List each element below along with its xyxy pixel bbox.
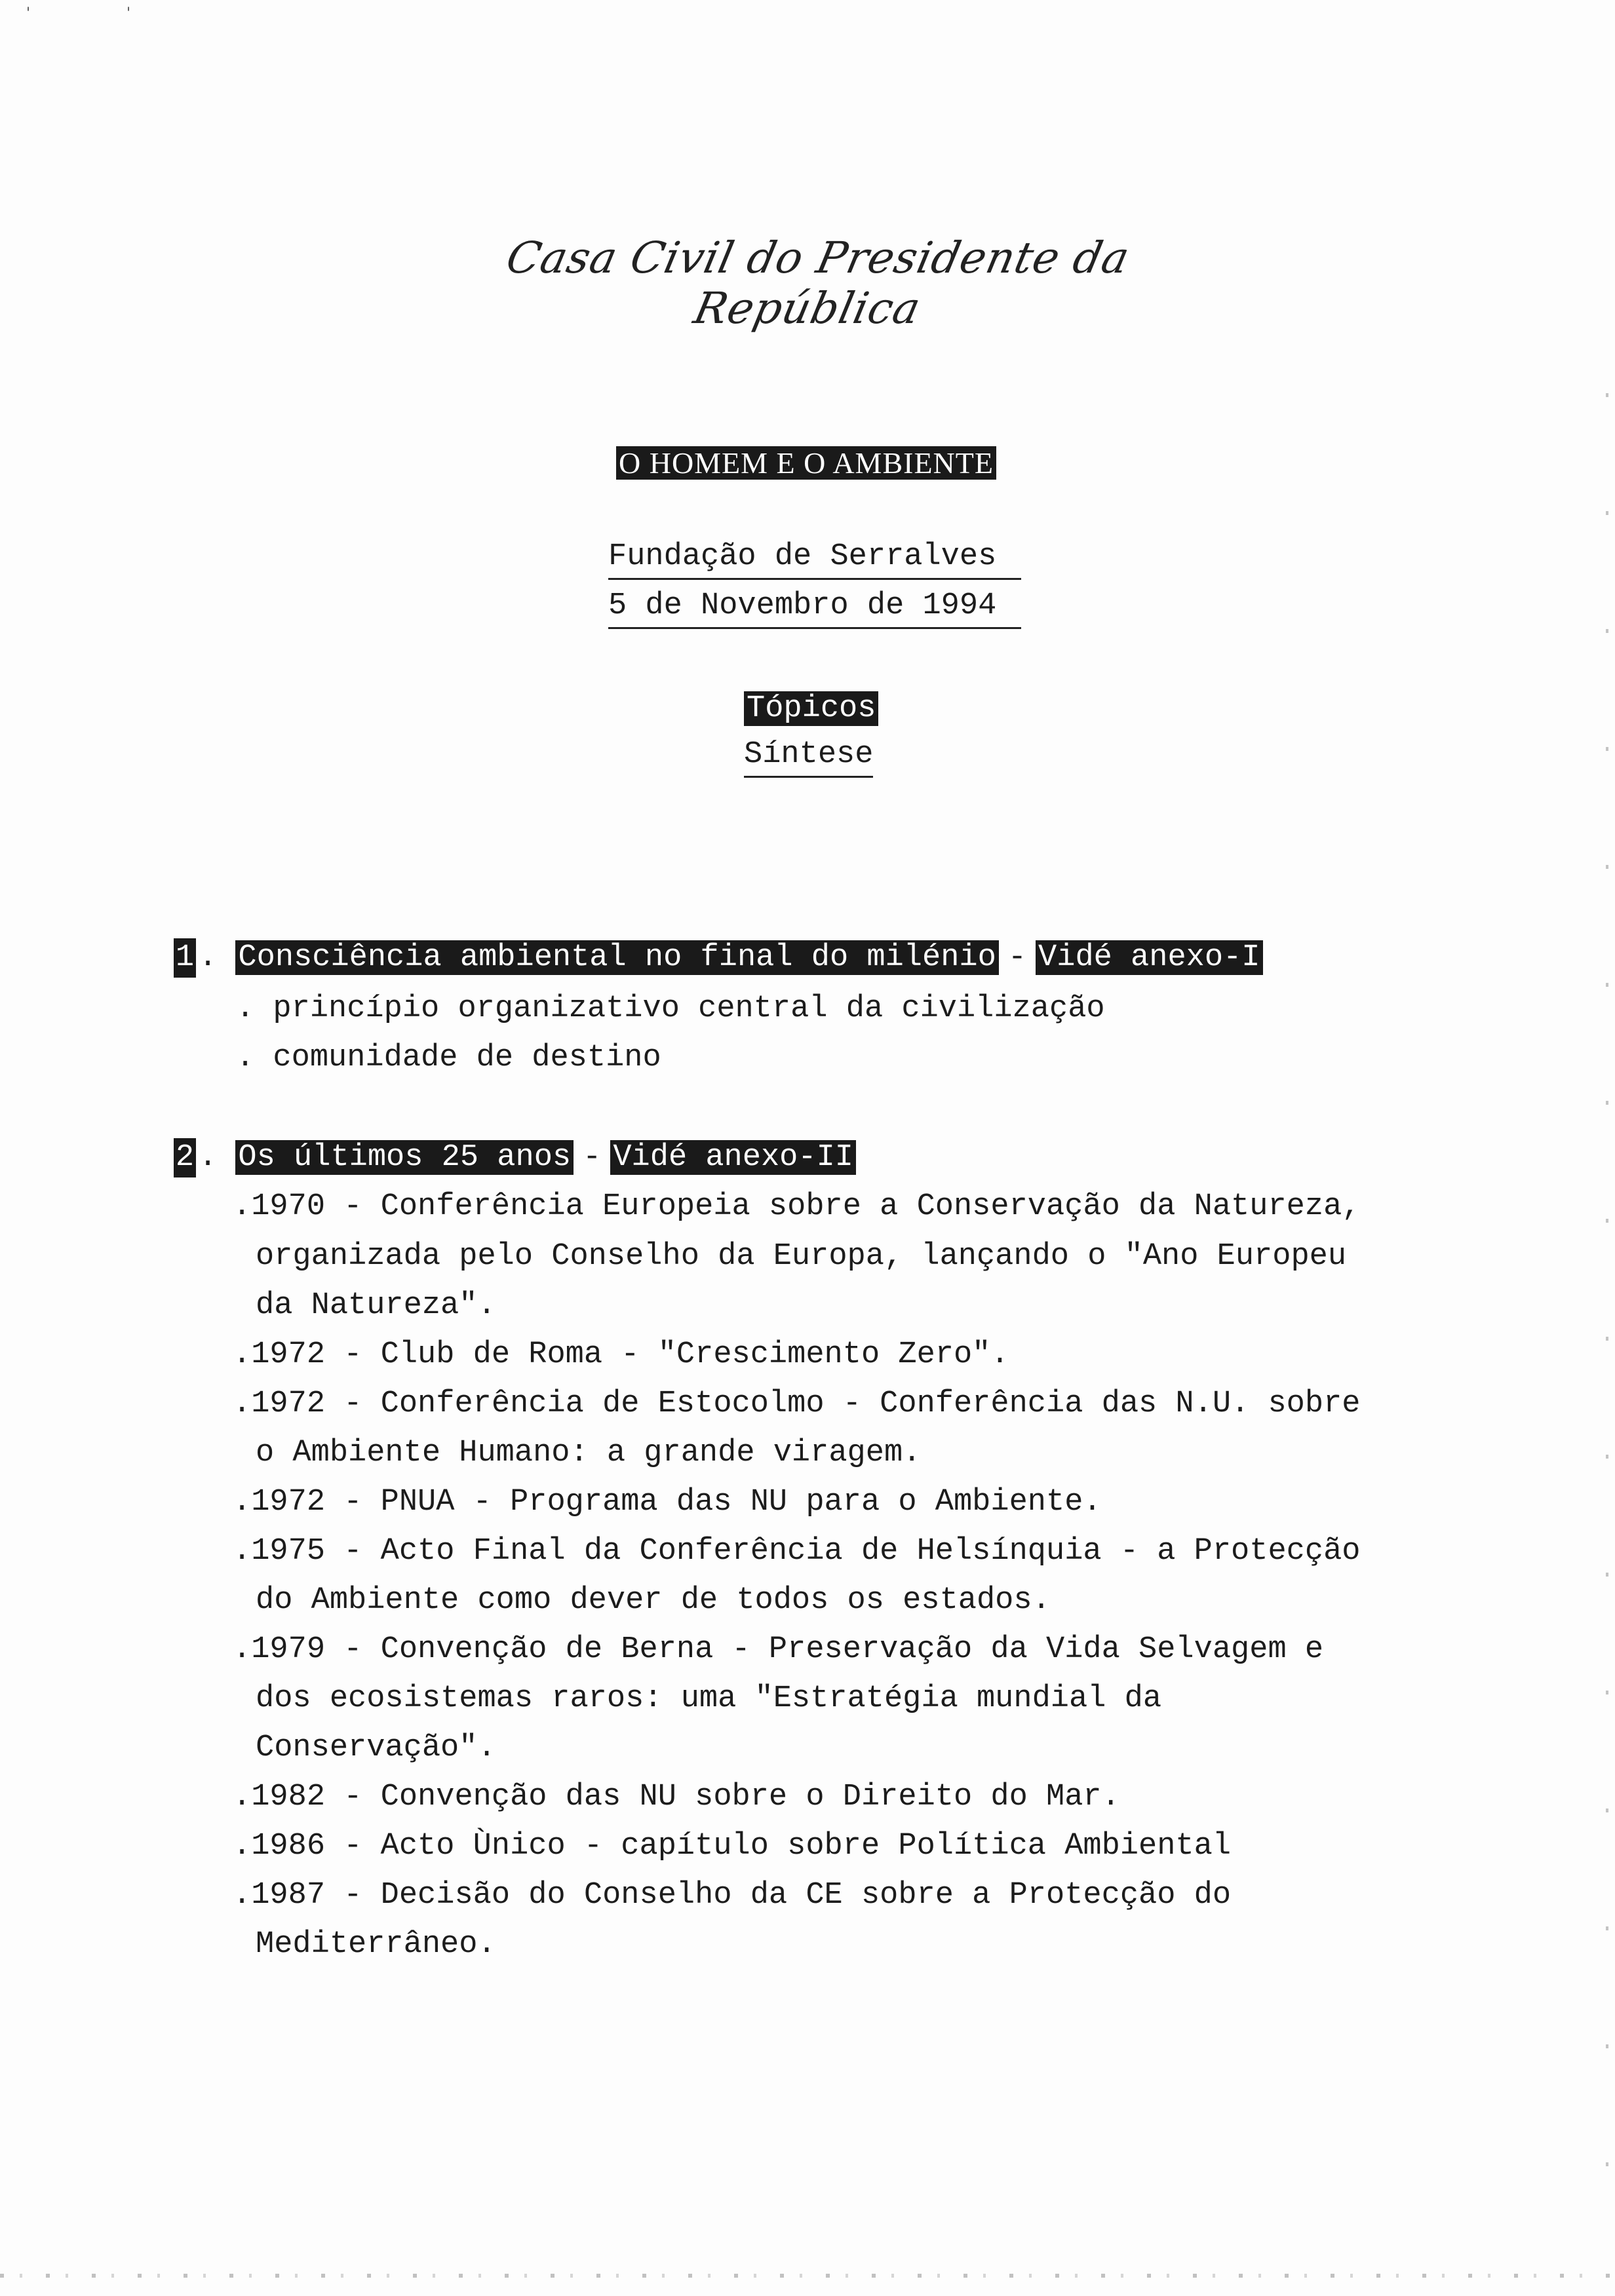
section-2-heading: 2 . Os últimos 25 anos - Vidé anexo-II	[174, 1138, 856, 1177]
scan-edge-marks	[1606, 393, 1608, 2228]
section-1-annex: Vidé anexo-I	[1036, 940, 1262, 975]
section-2-dash: -	[583, 1140, 602, 1175]
timeline-line: .1972 - PNUA - Programa das NU para o Ambiente.	[233, 1485, 1102, 1520]
timeline-line: .1972 - Conferência de Estocolmo - Conferência das N.U. sobre	[233, 1387, 1361, 1421]
timeline-line: o Ambiente Humano: a grande viragem.	[256, 1436, 922, 1470]
section-1-number: 1	[174, 938, 196, 978]
section-1-bullet: . princípio organizativo central da civilização	[236, 991, 1105, 1026]
event-date: 5 de Novembro de 1994	[608, 585, 1021, 629]
timeline-line: dos ecosistemas raros: uma "Estratégia mundial da	[256, 1681, 1162, 1716]
scan-bottom-noise	[0, 2274, 1615, 2278]
timeline-line: .1972 - Club de Roma - "Crescimento Zero".	[233, 1337, 1009, 1372]
timeline-line: .1979 - Convenção de Berna - Preservação da Vida Selvagem e	[233, 1632, 1324, 1667]
timeline-line: .1987 - Decisão do Conselho da CE sobre a Protecção do	[233, 1878, 1232, 1913]
letterhead: Casa Civil do Presidente da República	[501, 233, 1135, 334]
timeline-line: .1986 - Acto Ùnico - capítulo sobre Política Ambiental	[233, 1829, 1232, 1864]
venue: Fundação de Serralves	[608, 536, 1021, 580]
timeline-line: organizada pelo Conselho da Europa, lançando o "Ano Europeu	[256, 1239, 1347, 1274]
section-2-title: Os últimos 25 anos	[235, 1140, 574, 1175]
timeline-line: do Ambiente como dever de todos os estados.	[256, 1583, 1051, 1618]
timeline-line: Conservação".	[256, 1731, 496, 1765]
section-1-bullet: . comunidade de destino	[236, 1041, 661, 1075]
section-1-dash: -	[1007, 940, 1027, 975]
timeline-line: Mediterrâneo.	[256, 1927, 496, 1962]
timeline-line: da Natureza".	[256, 1288, 496, 1323]
document-title	[616, 446, 996, 480]
section-2-annex: Vidé anexo-II	[610, 1140, 856, 1175]
section-1-title: Consciência ambiental no final do milénio	[235, 940, 998, 975]
timeline-line: .1975 - Acto Final da Conferência de Helsínquia - a Protecção	[233, 1534, 1361, 1569]
topics-label-text: Tópicos	[744, 691, 878, 726]
scan-corner-marks: ' '	[26, 5, 177, 22]
section-1-heading: 1 . Consciência ambiental no final do milénio - Vidé anexo-I	[174, 938, 1263, 978]
summary-label: Síntese	[744, 734, 873, 778]
document-title-text: O HOMEM E O AMBIENTE	[616, 446, 996, 480]
timeline-line: .1970 - Conferência Europeia sobre a Conservação da Natureza,	[233, 1189, 1361, 1224]
topics-label	[744, 688, 878, 730]
timeline-line: .1982 - Convenção das NU sobre o Direito do Mar.	[233, 1780, 1120, 1814]
section-2-number: 2	[174, 1138, 196, 1177]
